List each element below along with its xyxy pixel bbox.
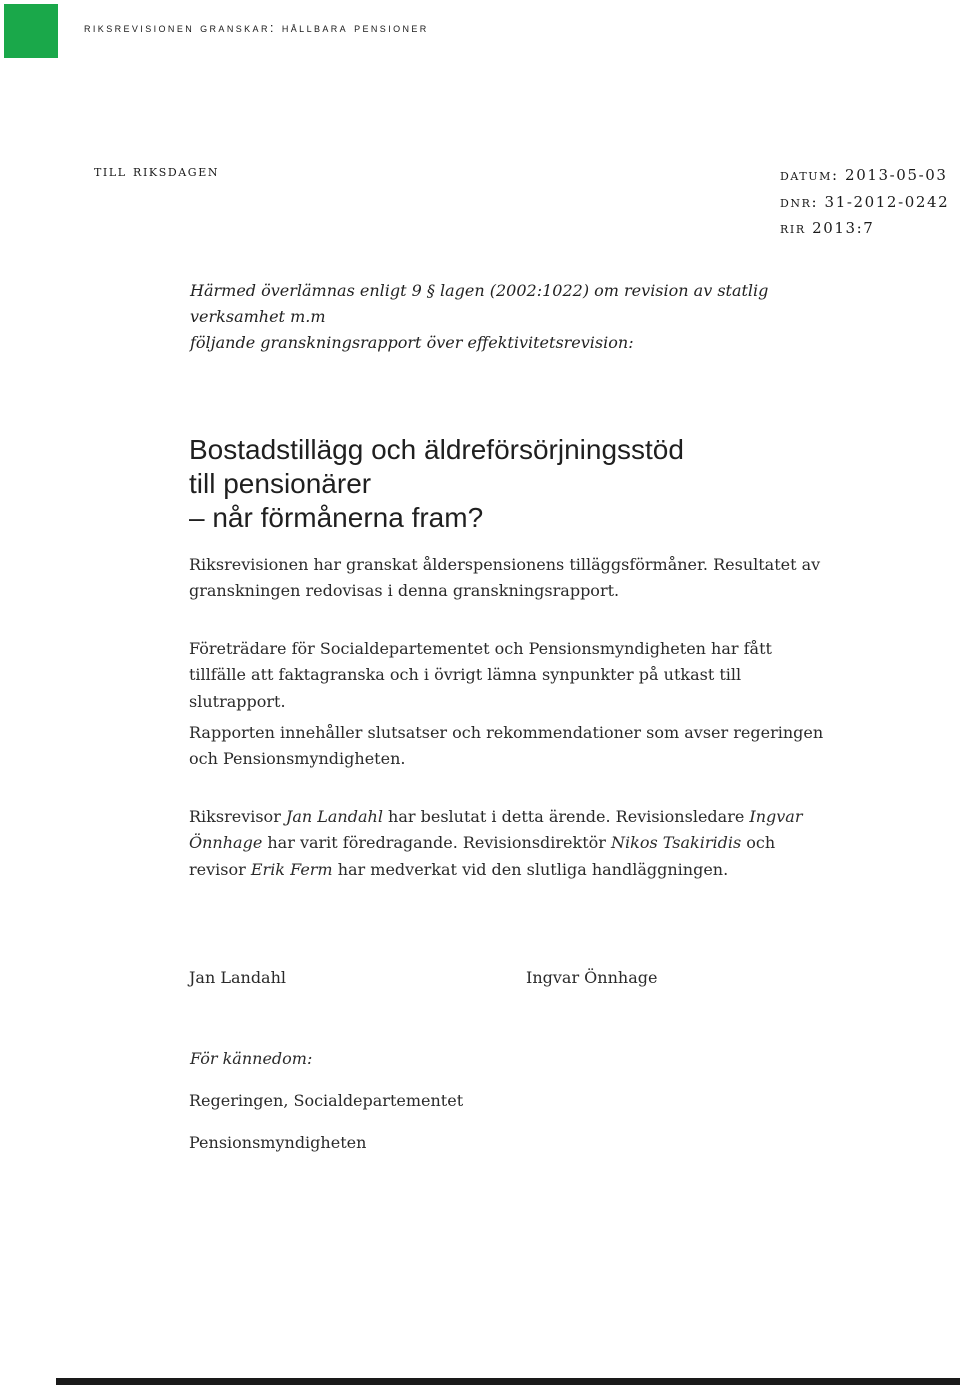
text-segment: har medverkat vid den slutliga handläggningen. (332, 859, 729, 879)
title-line-3: – når förmånerna fram? (189, 502, 484, 533)
cc-label: För kännedom: (190, 1049, 313, 1068)
title-line-1: Bostadstillägg och äldreförsörjningsstöd (189, 434, 684, 465)
title-line-2: till pensionärer (189, 468, 372, 499)
report-title (189, 433, 889, 535)
document-meta (780, 162, 949, 242)
cc-recipient: Pensionsmyndigheten (189, 1133, 367, 1152)
text-segment: Riksrevisor (189, 807, 286, 826)
series-header: riksrevisionen granskar: hållbara pensioner (84, 20, 429, 35)
addressee: till riksdagen (94, 162, 220, 180)
intro-line-1: Härmed överlämnas enligt 9 § lagen (2002:1022) om revision av statlig verksamhet m.m (190, 281, 769, 326)
text-segment: har varit föredragande. Revisionsdirektör (262, 833, 611, 853)
meta-report-number: rir 2013:7 (780, 219, 875, 237)
person-name: Jan Landahl (285, 807, 383, 826)
signature-auditor-general: Jan Landahl (189, 968, 287, 987)
person-name: Erik Ferm (250, 859, 333, 879)
paragraph-responsibility (189, 804, 829, 883)
paragraph-recommendations: Rapporten innehåller slutsatser och rekommendationer som avser regeringen och Pensionsmyndigheten. (189, 723, 824, 769)
meta-date: datum: 2013-05-03 (780, 166, 948, 184)
text-segment: har beslutat i detta ärende. Revisionsledare (382, 807, 750, 826)
meta-dnr: dnr: 31-2012-0242 (780, 192, 950, 211)
intro-text (190, 278, 850, 356)
person-name: Ingvar Önnhage (189, 807, 803, 853)
footer-rule (56, 1378, 960, 1385)
brand-color-block (4, 4, 58, 58)
intro-line-2: följande granskningsrapport över effektivitetsrevision: (190, 333, 634, 352)
paragraph-summary: Riksrevisionen har granskat ålderspensionens tilläggsförmåner. Resultatet av granskningen redovisas i denna granskningsrapport. (189, 555, 821, 601)
signature-audit-director: Ingvar Önnhage (526, 968, 658, 987)
text-segment: och revisor (189, 833, 776, 879)
person-name: Nikos Tsakiridis (611, 833, 742, 853)
paragraph-review: Företrädare för Socialdepartementet och Pensionsmyndigheten har fått tillfälle att faktagranska och i övrigt lämna synpunkter på utkast till slutrapport. (189, 639, 772, 711)
cc-recipient: Regeringen, Socialdepartementet (189, 1091, 464, 1110)
